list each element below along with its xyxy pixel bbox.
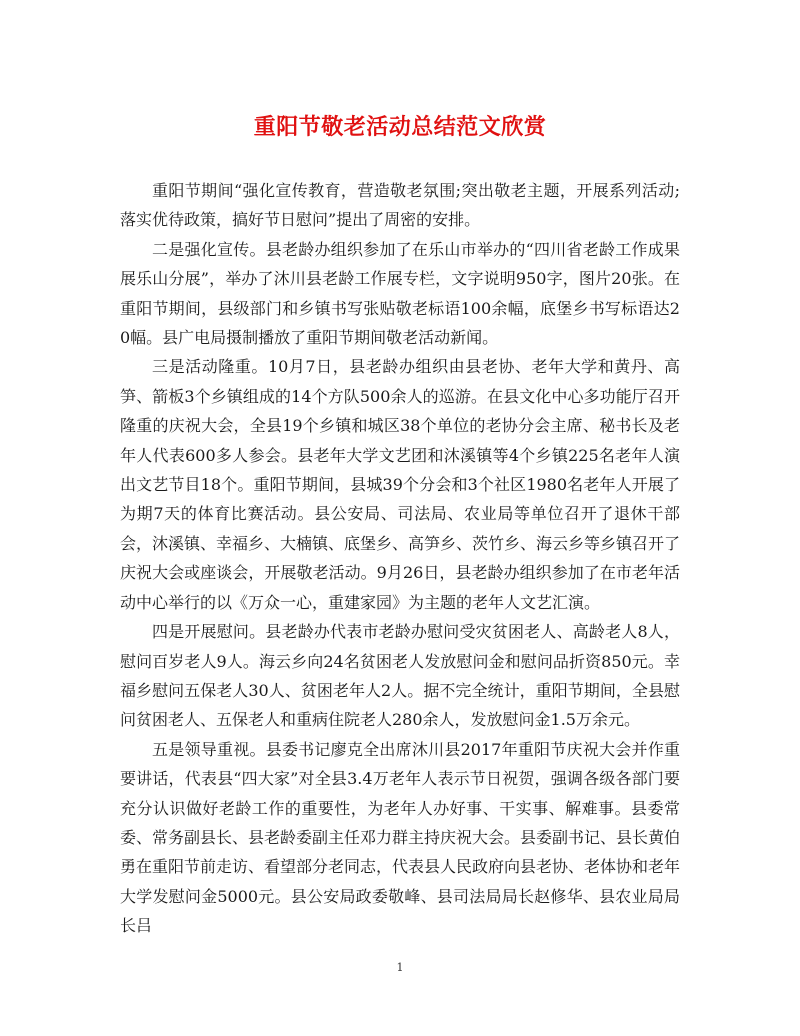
paragraph-visits: 四是开展慰问。县老龄办代表市老龄办慰问受灾贫困老人、高龄老人8人，慰问百岁老人9人。海云乡向24名贫困老人发放慰问金和慰问品折资850元。幸福乡慰问五保老人30人、贫困老年人2人。据不完全统计，重阳节期间，全县慰问贫困老人、五保老人和重病住院老人280余人，发放慰问金1.5万余元。 [120,622,680,730]
paragraph-intro: 重阳节期间“强化宣传教育，营造敬老氛围;突出敬老主题，开展系列活动;落实优待政策，搞好节日慰问”提出了周密的安排。 [120,181,680,230]
paragraph-activities: 三是活动隆重。10月7日，县老龄办组织由县老协、老年大学和黄丹、高笋、箭板3个乡镇组成的14个方队500余人的巡游。在县文化中心多功能厅召开隆重的庆祝大会，全县19个乡镇和城区38个单位的老协分会主席、秘书长及老年人代表600多人参会。县老年大学文艺团和沐溪镇等4个乡镇225名老年人演出文艺节目18个。重阳节期间，县城39个分会和3个社区1980名老年人开展了为期7天的体育比赛活动。县公安局、司法局、农业局等单位召开了退休干部会，沐溪镇、幸福乡、大楠镇、底堡乡、高笋乡、茨竹乡、海云乡等乡镇召开了庆祝大会或座谈会，开展敬老活动。9月26日，县老龄办组织参加了在市老年活动中心举行的以《万众一心，重建家园》为主题的老年人文艺汇演。 [120,357,681,612]
page-number: 1 [396,961,404,974]
paragraph-leadership: 五是领导重视。县委书记廖克全出席沐川县2017年重阳节庆祝大会并作重要讲话，代表县“四大家”对全县3.4万老年人表示节日祝贺，强调各级各部门要充分认识做好老龄工作的重要性，为老年人办好事、干实事、解难事。县委常委、常务副县长、县老龄委副主任邓力群主持庆祝大会。县委副书记、县长黄伯勇在重阳节前走访、看望部分老同志，代表县人民政府向县老协、老体协和老年大学发慰问金5000元。县公安局政委敬峰、县司法局局长赵修华、县农业局局长吕 [120,739,681,936]
document-title: 重阳节敬老活动总结范文欣赏 [253,115,547,140]
paragraph-publicity: 二是强化宣传。县老龄办组织参加了在乐山市举办的“四川省老龄工作成果展乐山分展”，举办了沐川县老龄工作展专栏，文字说明950字，图片20张。在重阳节期间，县级部门和乡镇书写张贴敬老标语100余幅，底堡乡书写标语达20幅。县广电局摄制播放了重阳节期间敬老活动新闻。 [120,239,680,348]
document-body [120,176,680,941]
